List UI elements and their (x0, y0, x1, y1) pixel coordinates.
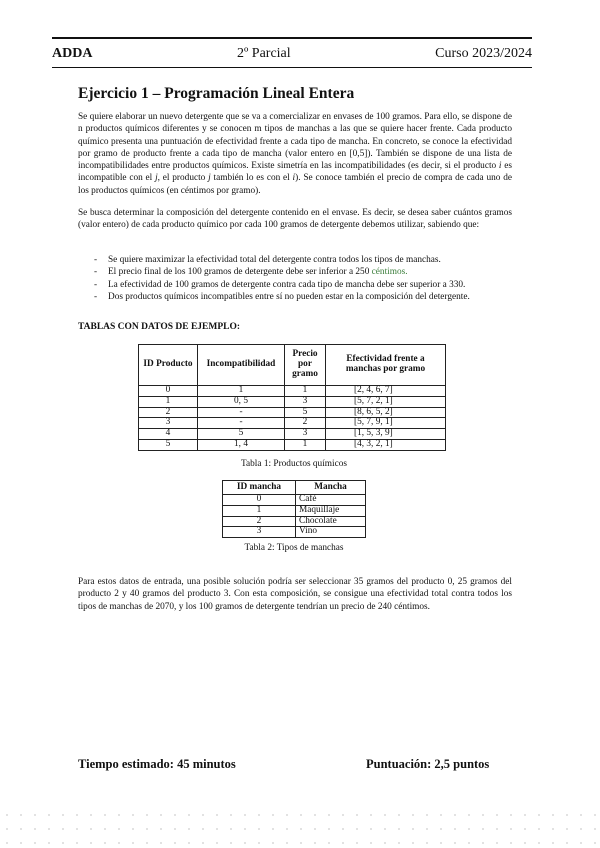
stains-table (222, 480, 366, 538)
italic-j: j (155, 173, 158, 184)
cell-price: 2 (285, 418, 326, 429)
italic-j: j (208, 173, 211, 184)
cell-incompat: 0, 5 (198, 396, 285, 407)
table1-caption: Tabla 1: Productos químicos (241, 459, 347, 469)
cell-stain-name: Vino (296, 527, 366, 538)
requirement-text: El precio final de los 100 gramos de detergente debe ser inferior a 250 (108, 267, 372, 278)
cell-incompat: - (198, 418, 285, 429)
table-row (223, 516, 366, 527)
solution-paragraph: Para estos datos de entrada, una posible solución podría ser seleccionar 35 gramos del producto 0, 25 gramos del producto 2 y 40 gramos del producto 3. Con esta composición, se consigue una efectividad total contra todos los tipos de manchas de 2070, y los 100 gramos de detergente tendrían un precio de 240 céntimos. (78, 577, 512, 612)
header-bottom-rule (52, 67, 532, 68)
cell-id: 1 (139, 396, 198, 407)
italic-i: i (498, 161, 502, 172)
cell-price: 5 (285, 407, 326, 418)
cell-stain-id: 2 (223, 516, 296, 527)
col-header-stain-name: Mancha (296, 481, 366, 495)
products-table (138, 344, 446, 451)
cell-incompat: 1, 4 (198, 439, 285, 450)
col-header-stain-id: ID mancha (223, 481, 296, 495)
cell-price: 3 (285, 396, 326, 407)
dotted-border (0, 828, 600, 830)
dotted-border (0, 814, 600, 816)
cell-effectiveness: [5, 7, 9, 1] (326, 418, 446, 429)
requirements-list (78, 254, 518, 303)
header-top-rule (52, 37, 532, 39)
table-header-row (139, 345, 446, 386)
estimated-time: Tiempo estimado: 45 minutos (78, 757, 236, 771)
col-header-price: Precio por gramo (285, 345, 326, 386)
table-row (139, 439, 446, 450)
table-row (139, 407, 446, 418)
cell-effectiveness: [2, 4, 6, 7] (326, 386, 446, 397)
cell-price: 1 (285, 386, 326, 397)
tables-section-title: TABLAS CON DATOS DE EJEMPLO: (78, 322, 241, 332)
requirement-item: - La efectividad de 100 gramos de detergente contra cada tipo de mancha debe ser superior a 330. (78, 279, 518, 291)
col-header-incompat: Incompatibilidad (198, 345, 285, 386)
page-header (52, 46, 532, 62)
table-row (223, 495, 366, 506)
intro-paragraph-2: Se busca determinar la composición del detergente contenido en el envase. Es decir, se desea saber cuántos gramos (valor entero) de cada producto químico por cada 100 gramos de detergente debemos utilizar, sabiendo que: (78, 208, 512, 231)
table2-caption: Tabla 2: Tipos de manchas (244, 543, 344, 553)
table-row (139, 386, 446, 397)
intro-p1-part-c: , el producto (157, 173, 209, 184)
header-academic-year: Curso 2023/2024 (435, 46, 532, 61)
requirement-item: - Se quiere maximizar la efectividad total del detergente contra todos los tipos de manchas. (78, 254, 518, 266)
header-course-code: ADDA (52, 46, 93, 61)
cell-id: 2 (139, 407, 198, 418)
cell-stain-id: 1 (223, 505, 296, 516)
table-row (139, 418, 446, 429)
cell-stain-id: 0 (223, 495, 296, 506)
table-row (223, 527, 366, 538)
col-header-effectiveness: Efectividad frente a manchas por gramo (326, 345, 446, 386)
cell-incompat: - (198, 407, 285, 418)
score: Puntuación: 2,5 puntos (366, 757, 490, 771)
header-exam-name: 2º Parcial (236, 46, 291, 61)
cell-price: 1 (285, 439, 326, 450)
cell-incompat: 1 (198, 386, 285, 397)
intro-p1-part-a: Se quiere elaborar un nuevo detergente que se va a comercializar en envases de 100 gramos. Para ello, se dispone de n productos químicos diferentes y se conocen m tipos de manchas a las que se quiere hacer frente. Cada producto químico presenta una puntuación de efectividad frente a cada tipo de mancha. En concreto, se conoce la efectividad por gramo de producto frente a cada tipo de mancha (valor entero en [0,5]). También se dispone de una lista de incompatibilidades entre productos químicos. Existe simetría en las incompatibilidades (es decir, si el producto (78, 112, 512, 172)
cell-stain-id: 3 (223, 527, 296, 538)
requirement-item (78, 266, 518, 278)
cell-id: 3 (139, 418, 198, 429)
cell-incompat: 5 (198, 429, 285, 440)
intro-paragraph-1 (78, 111, 512, 197)
cell-effectiveness: [5, 7, 2, 1] (326, 396, 446, 407)
intro-p1-part-e: ). Se conoce también el precio de compra de cada uno de los productos químicos (en céntimos por gramo). (78, 173, 512, 196)
requirement-highlight: céntimos. (371, 267, 408, 278)
col-header-id: ID Producto (139, 345, 198, 386)
table-row (223, 505, 366, 516)
cell-stain-name: Café (296, 495, 366, 506)
cell-id: 5 (139, 439, 198, 450)
intro-p1-part-b: es incompatible con el (78, 161, 512, 184)
italic-i: i (292, 173, 296, 184)
exercise-title: Ejercicio 1 – Programación Lineal Entera (78, 85, 355, 102)
cell-id: 0 (139, 386, 198, 397)
requirement-item: - Dos productos químicos incompatibles entre sí no pueden estar en la composición del detergente. (78, 291, 518, 303)
table-row (139, 429, 446, 440)
cell-stain-name: Chocolate (296, 516, 366, 527)
intro-p1-part-d: también lo es con el (210, 173, 293, 184)
cell-effectiveness: [8, 6, 5, 2] (326, 407, 446, 418)
cell-effectiveness: [1, 5, 3, 9] (326, 429, 446, 440)
table-header-row (223, 481, 366, 495)
cell-id: 4 (139, 429, 198, 440)
cell-stain-name: Maquillaje (296, 505, 366, 516)
cell-effectiveness: [4, 3, 2, 1] (326, 439, 446, 450)
dotted-border (0, 842, 600, 844)
cell-price: 3 (285, 429, 326, 440)
table-row (139, 396, 446, 407)
